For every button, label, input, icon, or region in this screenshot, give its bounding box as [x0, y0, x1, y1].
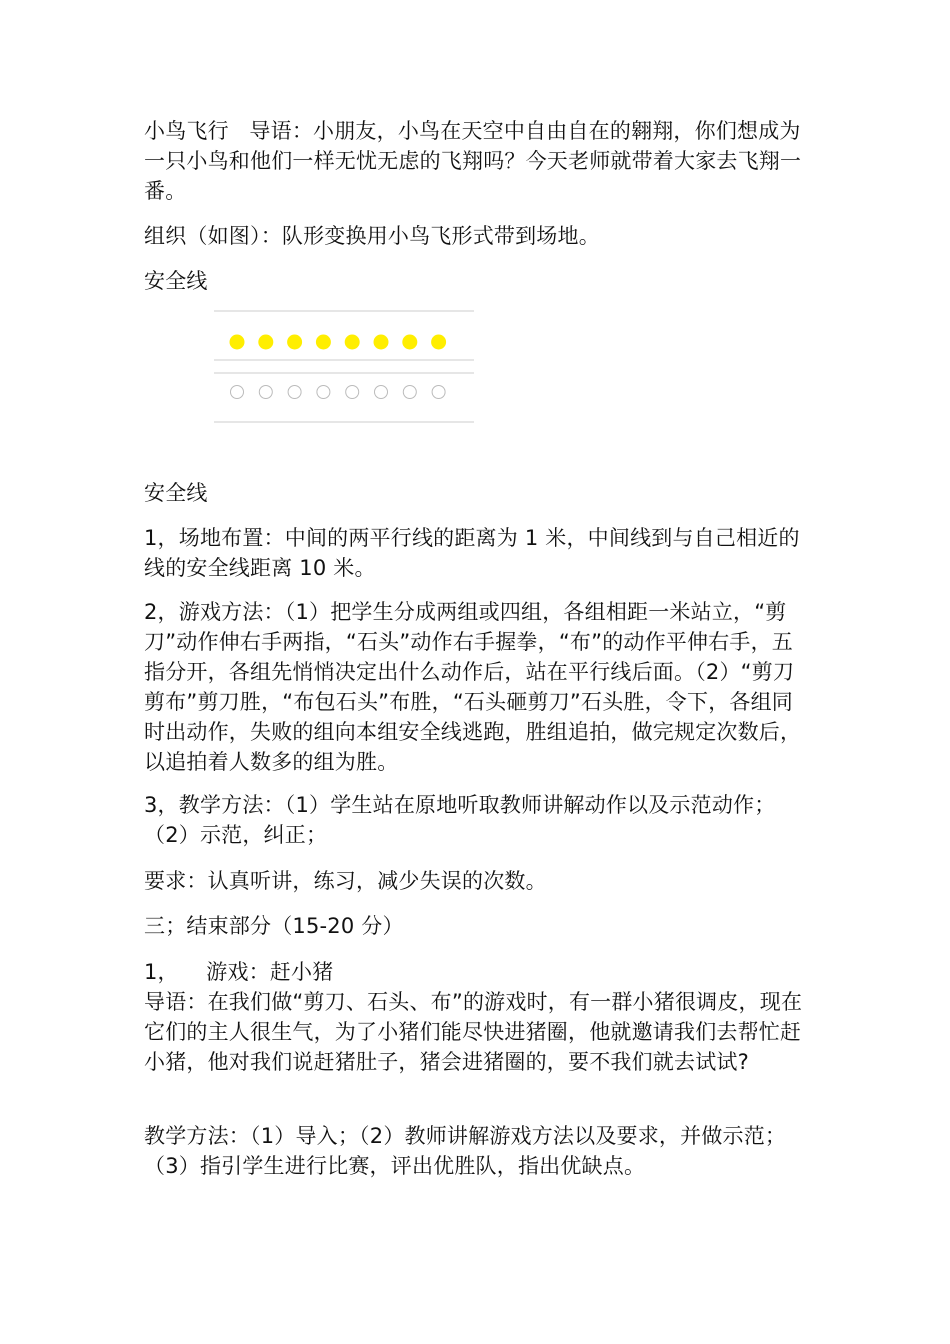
team-b-player-dot [288, 386, 301, 399]
team-a-player-dot [345, 335, 360, 350]
safety-line-label-bottom: 安全线 [144, 481, 208, 505]
game-title-line: 1， 游戏：赶小猪 [144, 960, 334, 984]
team-b-player-dot [403, 386, 416, 399]
formation-diagram [214, 310, 476, 424]
field-setup-paragraph: 1，场地布置：中间的两平行线的距离为 1 米，中间线到与自己相近的线的安全线距离 10 米。 [144, 526, 800, 580]
team-a-player-dot [230, 335, 245, 350]
team-b-player-dot [231, 386, 244, 399]
team-b-player-dot [346, 386, 359, 399]
team-a-player-dot [258, 335, 273, 350]
team-a-player-dot [374, 335, 389, 350]
team-b-player-dot [432, 386, 445, 399]
requirements-paragraph: 要求：认真听讲，练习，减少失误的次数。 [144, 869, 547, 893]
team-b-player-dot [317, 386, 330, 399]
team-a-player-dot [431, 335, 446, 350]
formation-svg [214, 310, 476, 424]
team-a-player-dot [316, 335, 331, 350]
closing-section-heading: 三；结束部分（15-20 分） [144, 914, 404, 938]
game-intro-paragraph: 导语：在我们做“剪刀、石头、布”的游戏时，有一群小猪很调皮，现在它们的主人很生气，为了小猪们能尽快进猪圈，他就邀请我们去帮忙赶小猪，他对我们说赶猪肚子，猪会进猪圈的，要不我们就去试试? [144, 990, 803, 1074]
closing-teaching-method-paragraph: 教学方法：（1）导入；（2）教师讲解游戏方法以及要求，并做示范；（3）指引学生进行比赛，评出优胜队，指出优缺点。 [144, 1124, 787, 1178]
teaching-method-paragraph: 3，教学方法：（1）学生站在原地听取教师讲解动作以及示范动作；（2）示范，纠正； [144, 793, 776, 847]
team-a-player-dot [287, 335, 302, 350]
safety-line-label-top: 安全线 [144, 269, 208, 293]
team-a-player-dot [402, 335, 417, 350]
team-b-player-dot [375, 386, 388, 399]
intro-paragraph: 小鸟飞行 导语：小朋友，小鸟在天空中自由自在的翱翔，你们想成为一只小鸟和他们一样无忧无虑的飞翔吗？今天老师就带着大家去飞翔一番。 [144, 119, 802, 203]
organization-paragraph: 组织（如图）：队形变换用小鸟飞形式带到场地。 [144, 224, 600, 248]
game-method-paragraph: 2，游戏方法：（1）把学生分成两组或四组，各组相距一米站立，“剪刀”动作伸右手两指，“石头”动作右手握拳，“布”的动作平伸右手，五指分开，各组先悄悄决定出什么动作后，站在平行线后面。（2）“剪刀剪布”剪刀胜，“布包石头”布胜，“石头砸剪刀”石头胜，令下，各组同时出动作，失败的组向本组安全线逃跑，胜组追拍，做完规定次数后，以追拍着人数多的组为胜。 [144, 600, 802, 774]
team-b-player-dot [259, 386, 272, 399]
